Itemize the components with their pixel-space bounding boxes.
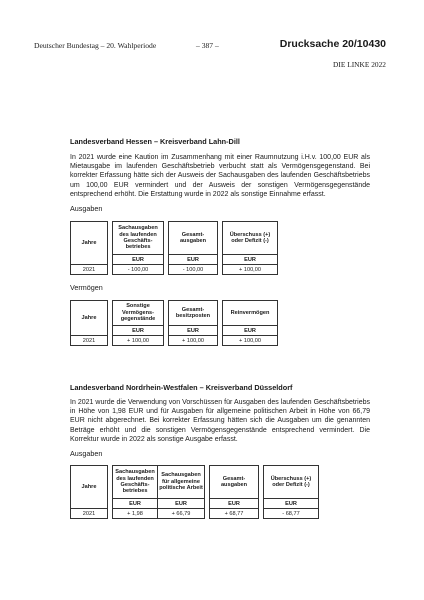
section1-paragraph: In 2021 wurde eine Kaution im Zusammenhang mit einer Raumnutzung i.H.v. 100,00 EUR als Mietausgabe im laufenden Geschäftsbetrieb verbucht statt als Vermögensgegenstand. Bei korrekter Erfassung hätte sich der Ausweis der Sachausgaben des laufenden Geschäftsbetriebs um 100,00 EUR vermindert und der Ausweis der sonstigen Vermögensgegenstände entsprechend erhöht. Die Erstattung wurde in 2022 als sonstige Einnahme erfasst.	[70, 154, 370, 198]
section2-heading: Landesverband Nordrhein-Westfalen – Kreisverband Düsseldorf	[70, 383, 293, 392]
unit-cell: EUR	[210, 499, 259, 509]
header-cell: Gesamtbesitzposten	[169, 301, 218, 326]
table-cell: + 1,98	[113, 509, 158, 519]
section1-heading: Landesverband Hessen – Kreisverband Lahn-Dill	[70, 137, 240, 146]
header-cell: Gesamtausgaben	[169, 222, 218, 255]
unit-cell: EUR	[264, 499, 319, 509]
header-cell: Gesamtausgaben	[210, 466, 259, 499]
section2-ausgaben-label: Ausgaben	[70, 449, 103, 458]
header-cell: Jahre	[71, 466, 108, 509]
table-cell: - 68,77	[264, 509, 319, 519]
header-cell: Sachausgaben des laufenden Geschäftsbetriebes	[113, 222, 164, 255]
table-cell: 2021	[71, 336, 108, 346]
header-page-number: – 387 –	[196, 41, 219, 50]
header-cell: Überschuss (+) oder Defizit (-)	[223, 222, 278, 255]
header-document-number: Drucksache 20/10430	[279, 38, 386, 50]
table-row	[71, 336, 278, 346]
unit-cell: EUR	[169, 255, 218, 265]
unit-cell: EUR	[158, 499, 205, 509]
section1-ausgaben-label: Ausgaben	[70, 204, 103, 213]
table-cell: 2021	[71, 265, 108, 275]
header-publication: Deutscher Bundestag – 20. Wahlperiode	[34, 41, 157, 50]
table-cell: + 68,77	[210, 509, 259, 519]
unit-cell: EUR	[169, 326, 218, 336]
header-cell: Jahre	[71, 222, 108, 265]
table-cell: - 100,00	[113, 265, 164, 275]
section1-vermoegen-label: Vermögen	[70, 283, 103, 292]
table-header-row	[71, 301, 278, 326]
section2-paragraph: In 2021 wurde die Verwendung von Vorschüssen für Ausgaben des laufenden Geschäftsbetriebs in Höhe von 1,98 EUR und für Ausgaben für allgemeine politischen Arbeit in Höhe von 66,79 EUR nicht abgerechnet. Bei korrekter Erfassung hätten sich die Ausgaben um die genannten Beträge erhöht und die sonstigen Vermögensgegenstände entsprechend vermindert. Die Korrektur wurde in 2022 als sonstige Ausgabe erfasst.	[70, 399, 370, 443]
header-cell: Reinvermögen	[223, 301, 278, 326]
page-header	[34, 38, 386, 52]
section2-ausgaben-table	[70, 465, 319, 519]
unit-cell: EUR	[113, 326, 164, 336]
section1-vermoegen-table	[70, 300, 278, 346]
header-cell: Überschuss (+) oder Defizit (-)	[264, 466, 319, 499]
header-cell: Sachausgaben des laufenden Geschäftsbetriebes	[113, 466, 158, 499]
table-cell: + 100,00	[223, 265, 278, 275]
table-cell: + 100,00	[113, 336, 164, 346]
table-header-row	[71, 222, 278, 255]
header-cell: Sachausgaben für allgemeine politische Arbeit	[158, 466, 205, 499]
header-cell: Sonstige Vermögensgegenstände	[113, 301, 164, 326]
unit-cell: EUR	[223, 326, 278, 336]
table-cell: + 100,00	[223, 336, 278, 346]
unit-cell: EUR	[113, 255, 164, 265]
table-header-row	[71, 466, 319, 499]
table-cell: - 100,00	[169, 265, 218, 275]
unit-cell: EUR	[113, 499, 158, 509]
section1-ausgaben-table	[70, 221, 278, 275]
header-cell: Jahre	[71, 301, 108, 336]
table-cell: + 100,00	[169, 336, 218, 346]
table-cell: 2021	[71, 509, 108, 519]
table-row	[71, 265, 278, 275]
table-cell: + 66,79	[158, 509, 205, 519]
party-subheader: DIE LINKE 2022	[333, 60, 386, 69]
unit-cell: EUR	[223, 255, 278, 265]
